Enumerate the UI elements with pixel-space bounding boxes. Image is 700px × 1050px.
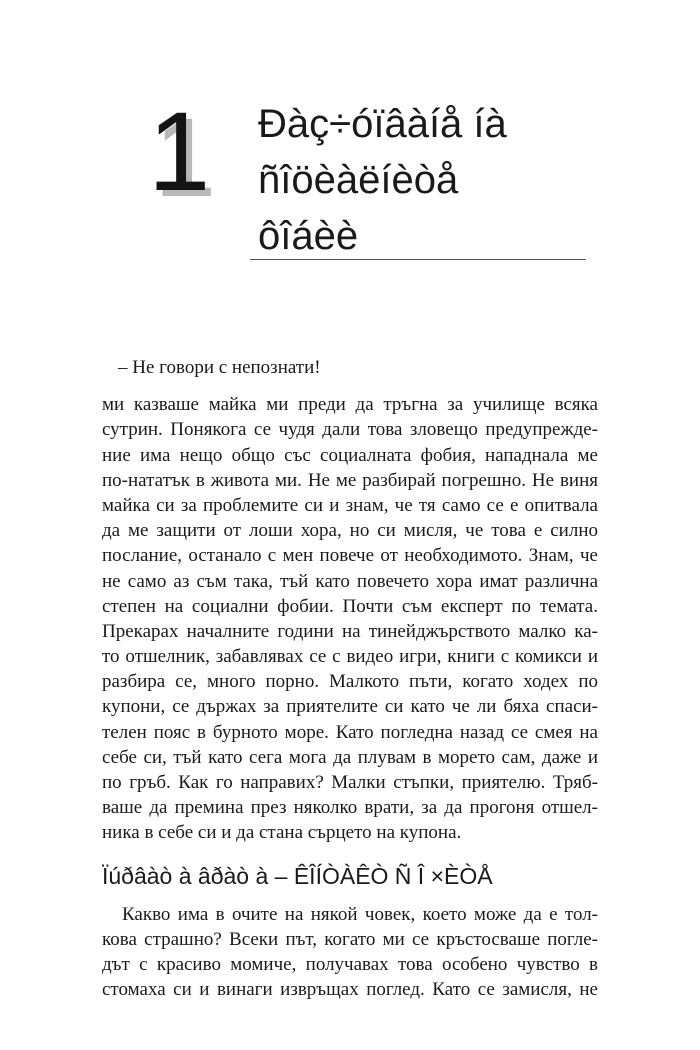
text-line: по-нататък в живота ми. Не ме разбирай погрешно. Не виня bbox=[102, 469, 598, 491]
chapter-title bbox=[258, 96, 598, 264]
chapter-title-rule bbox=[250, 259, 586, 260]
text-line: купони, се държах за приятелите си като че ли бяха спаси- bbox=[102, 696, 598, 718]
text-line: то отшелник, забавлявах се с видео игри, книги с комикси и bbox=[102, 646, 598, 668]
text-line: Какво има в очите на някой човек, което може да е тол- bbox=[122, 903, 598, 925]
text-line: майка си за проблемите си и знам, че тя само се е опитвала bbox=[102, 494, 598, 516]
text-line: кова страшно? Всеки път, когато ми се кръстосваше погле- bbox=[102, 928, 598, 950]
paragraph-2 bbox=[102, 902, 598, 1003]
text-line: телен пояс в бурното море. Като погледна назад се смея на bbox=[102, 721, 598, 743]
text-line: ние има нещо общо със социалната фобия, нападнала ме bbox=[102, 444, 598, 466]
text-line: стомаха си и винаги извръщах поглед. Като се замисля, не bbox=[102, 979, 598, 1001]
text-line: сутрин. Понякога се чудя дали това зловещо предупрежде- bbox=[102, 419, 598, 441]
text-line: да ме защити от лоши хора, но си мисля, че това е силно bbox=[102, 520, 598, 542]
text-line: себе си, тъй като сега мога да плувам в морето сам, даже и bbox=[102, 746, 598, 768]
text-line: разбира се, много порно. Малкото пъти, когато ходех по bbox=[102, 671, 598, 693]
dialogue-line: – Не говори с непознати! bbox=[118, 357, 321, 378]
text-line: не само аз съм така, тъй като повечето хора имат различна bbox=[102, 570, 598, 592]
chapter-title-line: ñîöèàëíèòå bbox=[258, 158, 459, 202]
paragraph-1 bbox=[102, 392, 598, 845]
chapter-number: 1 bbox=[148, 89, 211, 214]
text-line: ваше да премина през няколко врати, за да прогоня отшел- bbox=[102, 797, 598, 819]
text-line: Прекарах началните години на тинейджърството малко ка- bbox=[102, 620, 598, 642]
text-line: дът с красиво момиче, получавах това особено чувство в bbox=[102, 953, 598, 975]
text-line: послание, останало с мен повече от необходимото. Знам, че bbox=[102, 545, 598, 567]
text-line: степен на социални фобии. Почти съм експерт по темата. bbox=[102, 595, 598, 617]
chapter-title-line: Ðàç÷óïâàíå íà bbox=[258, 102, 507, 146]
chapter-title-line: ôîáèè bbox=[258, 214, 359, 258]
page-body bbox=[102, 355, 598, 1002]
text-line: ми казваше майка ми преди да тръгна за училище всяка bbox=[102, 394, 598, 416]
text-line: ника в себе си и да стана сърцето на купона. bbox=[102, 822, 462, 844]
section-heading: Ïúðâàò à âðàò à – ÊÎÍÒÀÊÒ Ñ Î ×ÈÒÅ bbox=[102, 862, 493, 889]
text-line: по гръб. Как го направих? Малки стъпки, приятелю. Тряб- bbox=[102, 772, 598, 794]
